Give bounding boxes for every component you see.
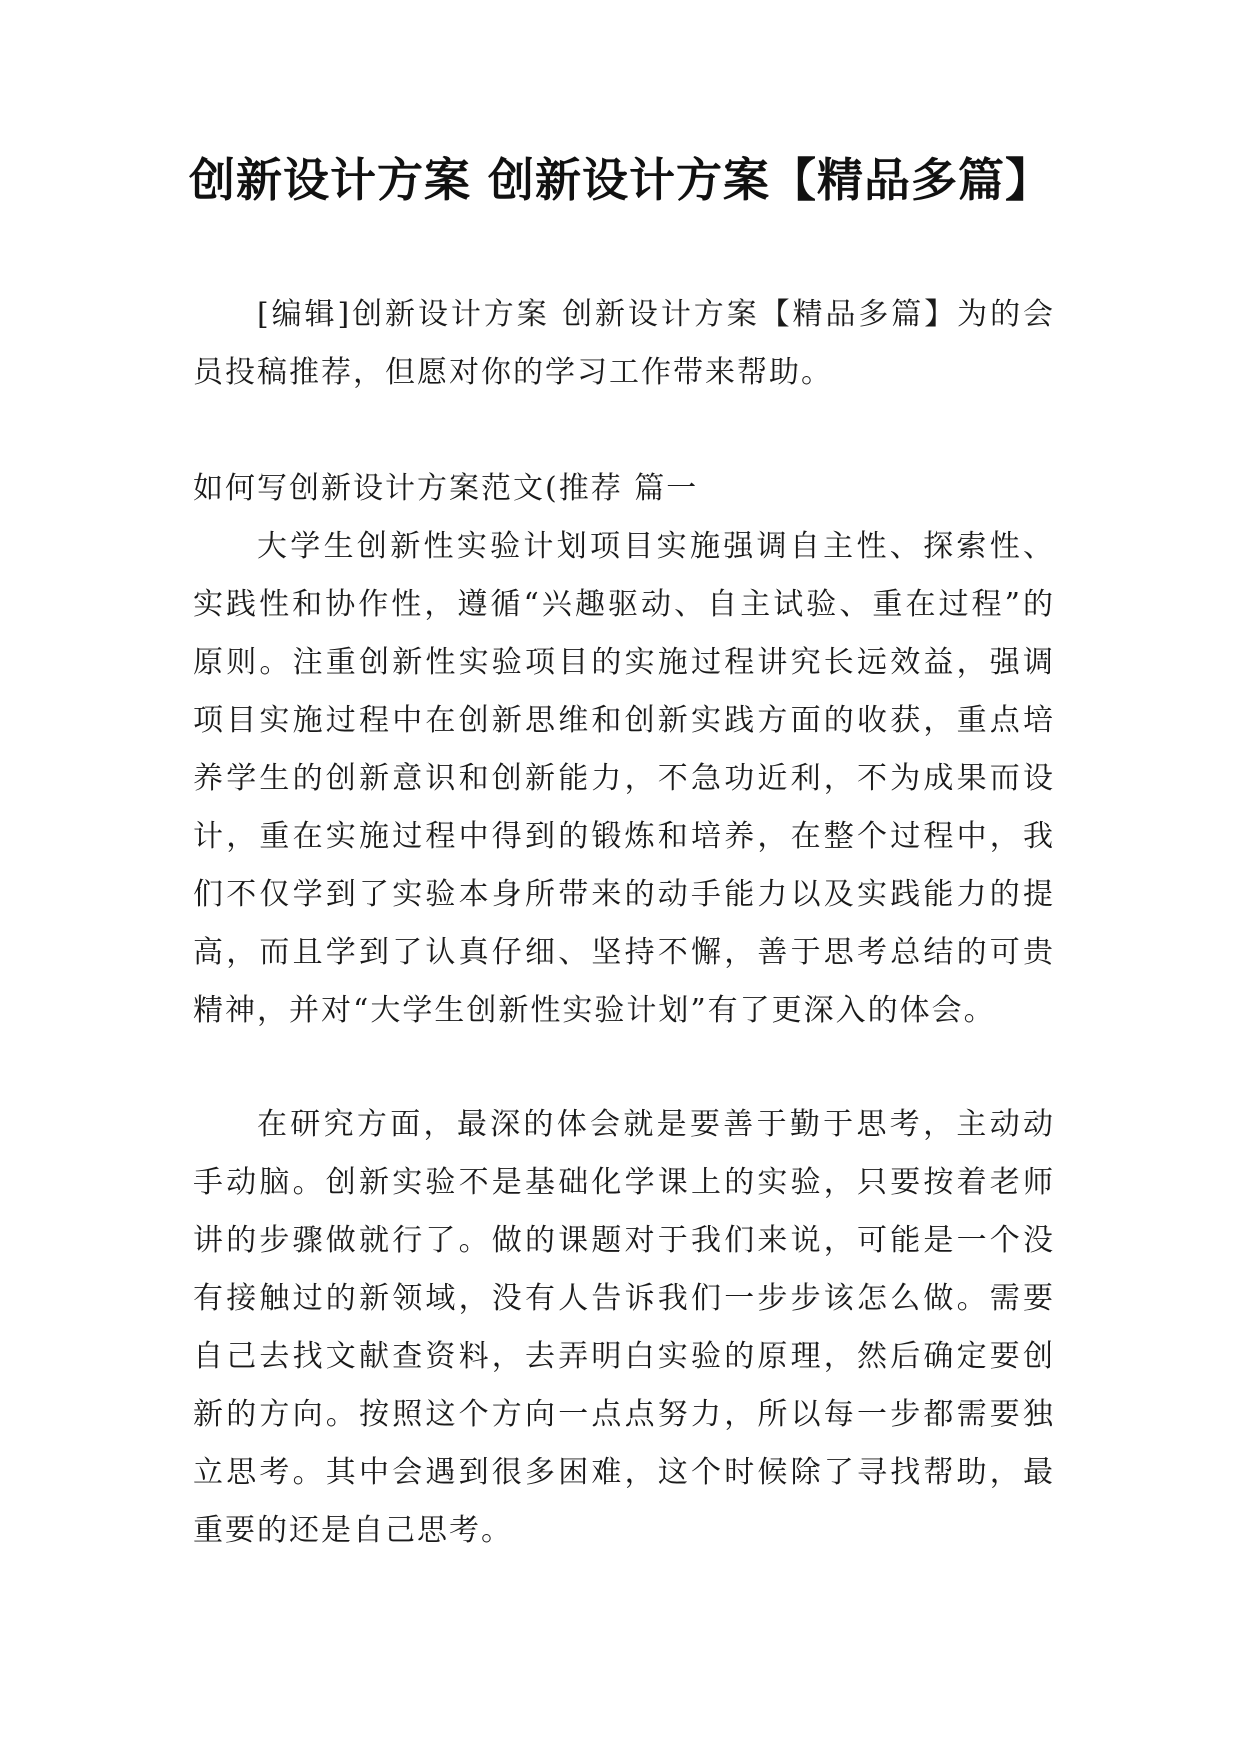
body-paragraph: 大学生创新性实验计划项目实施强调自主性、探索性、实践性和协作性，遵循“兴趣驱动、自主试验、重在过程”的原则。注重创新性实验项目的实施过程讲究长远效益，强调项目实施过程中在创新思维和创新实践方面的收获，重点培养学生的创新意识和创新能力，不急功近利，不为成果而设计，重在实施过程中得到的锻炼和培养，在整个过程中，我们不仅学到了实验本身所带来的动手能力以及实践能力的提高，而且学到了认真仔细、坚持不懈，善于思考总结的可贵精神，并对“大学生创新性实验计划”有了更深入的体会。 (193, 529, 1055, 1028)
intro-paragraph: [编辑]创新设计方案 创新设计方案【精品多篇】为的会员投稿推荐，但愿对你的学习工作带来帮助。 (193, 297, 1055, 390)
document-title: 创新设计方案 创新设计方案【精品多篇】 (188, 153, 1052, 207)
section-heading: 如何写创新设计方案范文(推荐 篇一 (193, 471, 699, 506)
body-paragraph: 在研究方面，最深的体会就是要善于勤于思考，主动动手动脑。创新实验不是基础化学课上的实验，只要按着老师讲的步骤做就行了。做的课题对于我们来说，可能是一个没有接触过的新领域，没有人告诉我们一步步该怎么做。需要自己去找文献查资料，去弄明白实验的原理，然后确定要创新的方向。按照这个方向一点点努力，所以每一步都需要独立思考。其中会遇到很多困难，这个时候除了寻找帮助，最重要的还是自己思考。 (193, 1107, 1055, 1548)
